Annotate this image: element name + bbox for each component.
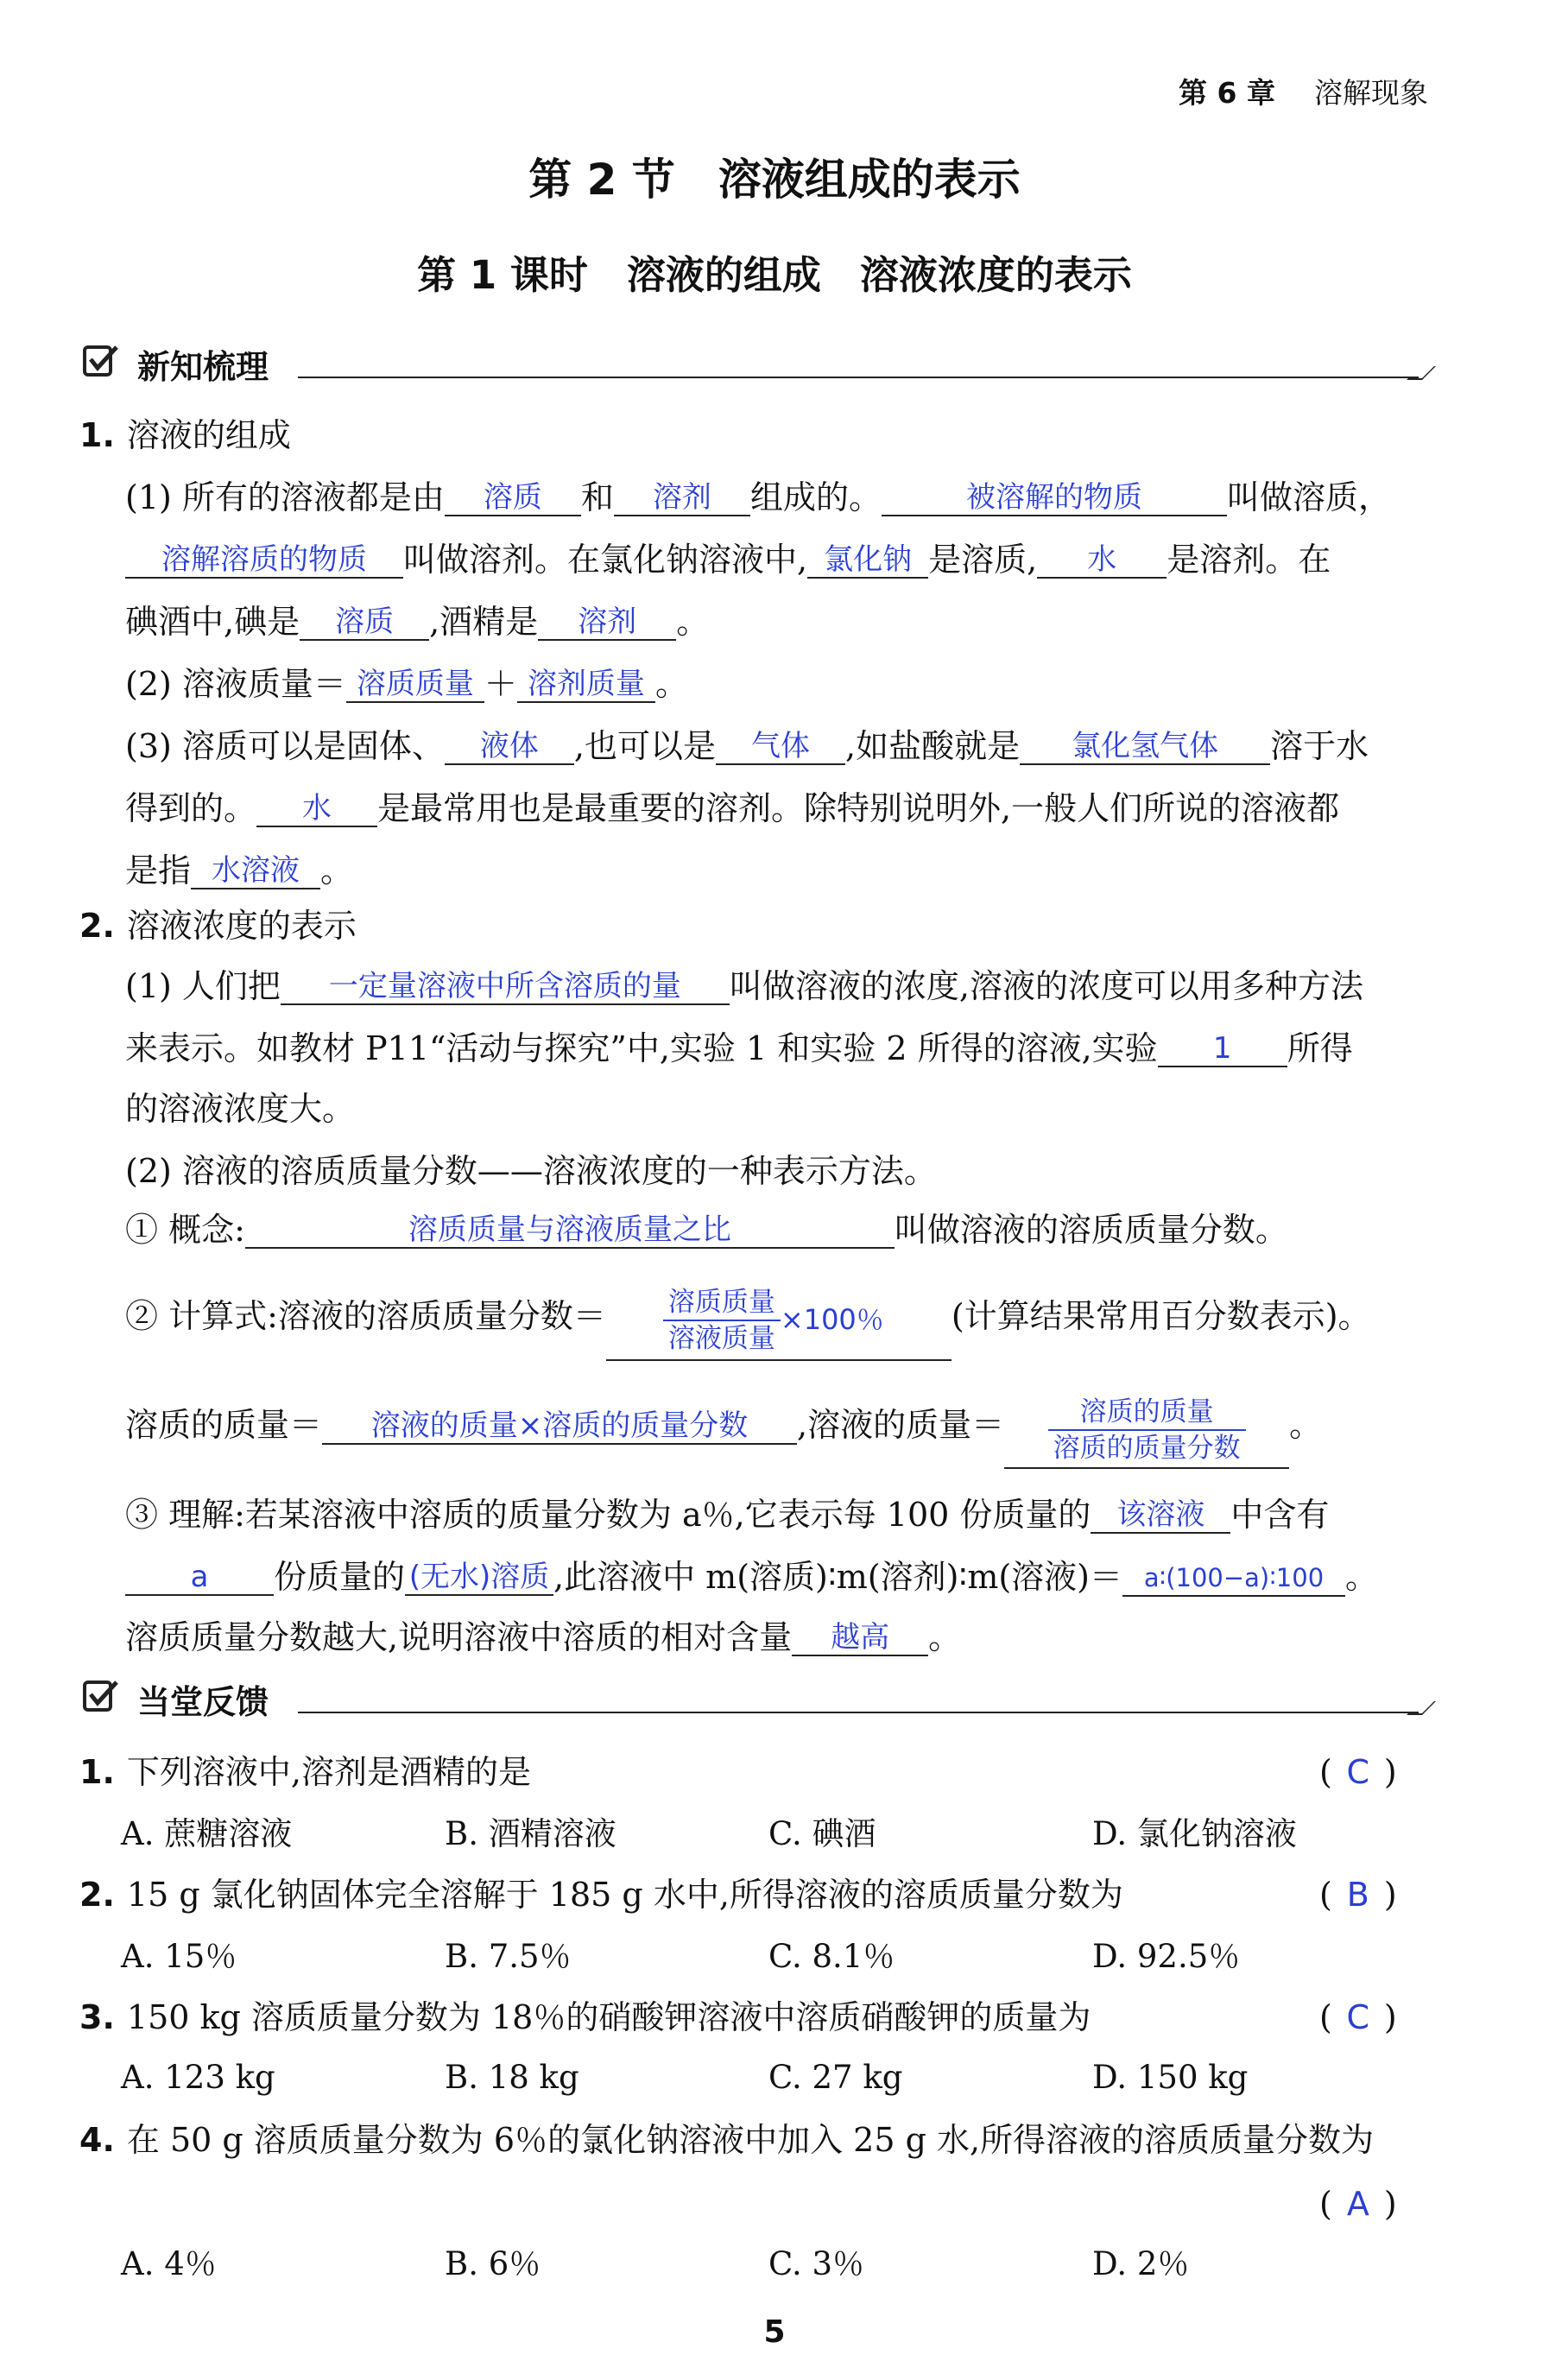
text: (1) 所有的溶液都是由 [125,478,445,516]
answer-blank[interactable]: 溶剂质量 [517,667,655,703]
answer-blank[interactable]: a [125,1560,274,1596]
question-4 [79,2117,1374,2162]
item-number: 2. [79,907,115,945]
fraction-numerator: 溶质的质量 [1079,1396,1214,1427]
text: ③ 理解:若某溶液中溶质的质量分数为 a％,它表示每 100 份质量的 [125,1496,1091,1534]
text: (3) 溶质可以是固体、 [125,727,445,765]
option-b[interactable]: B. 18 kg [445,2059,579,2096]
fraction-denominator: 溶液质量 [663,1320,781,1356]
paren: ( [1319,1876,1332,1914]
paren: ( [1319,2185,1332,2223]
text: 的溶液浓度大。 [125,1090,356,1128]
text: (计算结果常用百分数表示)。 [951,1297,1371,1335]
line-1-4 [125,661,688,706]
question-text: 在 50 g 溶质质量分数为 6％的氯化钠溶液中加入 25 g 水,所得溶液的溶质质量分数为 [126,2121,1375,2159]
text: 叫做溶液的浓度,溶液的浓度可以用多种方法 [729,967,1364,1005]
item-2-heading [79,903,357,948]
text: 来表示。如教材 P11“活动与探究”中,实验 1 和实验 2 所得的溶液,实验 [125,1029,1158,1067]
feedback-banner [82,1675,1429,1724]
answer-letter: C [1346,1998,1370,2036]
text: 是溶质, [928,541,1038,579]
checklist-icon [82,342,120,380]
checklist-icon [82,1677,120,1715]
banner-rule-tail [1407,366,1436,380]
answer-blank[interactable]: (无水)溶质 [405,1560,553,1596]
text: ,如盐酸就是 [845,727,1021,765]
line-1-3 [125,599,709,644]
answer-letter: A [1346,2185,1369,2223]
question-2 [79,1872,1123,1917]
option-d[interactable]: D. 氯化钠溶液 [1092,1815,1297,1852]
text: 溶质的质量＝ [125,1406,323,1444]
answer-blank[interactable]: 气体 [716,729,845,765]
feedback-label: 当堂反馈 [137,1683,269,1721]
text: 。 [654,665,688,703]
question-number: 3. [79,1998,115,2036]
banner-rule [298,377,1419,378]
answer-slot[interactable] [1319,1995,1397,2040]
option-b[interactable]: B. 6％ [445,2245,541,2282]
option-a[interactable]: A. 123 kg [121,2059,275,2096]
text: 溶于水 [1270,727,1369,765]
line-2-3 [125,1086,355,1131]
text: 得到的。 [125,789,257,827]
question-number: 4. [79,2121,115,2159]
text: 是最常用也是最重要的溶剂。除特别说明外,一般人们所说的溶液都 [377,789,1340,827]
option-b[interactable]: B. 酒精溶液 [445,1815,616,1852]
text: 是溶剂。在 [1166,541,1331,579]
text: 叫做溶质， [1226,478,1391,516]
option-c[interactable]: C. 27 kg [768,2059,903,2096]
option-c[interactable]: C. 8.1％ [768,1938,895,1975]
line-2-1 [125,964,1363,1009]
answer-blank[interactable]: 水 [1037,542,1166,579]
answer-blank[interactable]: 溶剂 [538,604,676,641]
line-1-6 [125,786,1339,831]
text: ,也可以是 [573,727,717,765]
section-title: 第 2 节 溶液组成的表示 [528,155,1021,205]
option-c[interactable]: C. 碘酒 [768,1815,876,1852]
question-text: 15 g 氯化钠固体完全溶解于 185 g 水中,所得溶液的溶质质量分数为 [126,1876,1123,1914]
line-1-2 [125,537,1331,582]
item-title: 溶液浓度的表示 [126,907,357,945]
option-b[interactable]: B. 7.5％ [445,1938,572,1975]
answer-letter: B [1346,1876,1369,1914]
answer-slot[interactable] [1319,2181,1397,2226]
answer-blank[interactable]: 一定量溶液中所含溶质的量 [281,969,730,1005]
line-2-7 [125,1385,1322,1469]
text: ＋ [484,665,517,703]
question-3 [79,1995,1091,2040]
text: 叫做溶液的溶质质量分数。 [894,1211,1288,1249]
paren: ) [1383,1998,1397,2036]
line-1-7 [125,848,353,893]
text: 和 [580,478,614,516]
line-2-2 [125,1026,1353,1071]
line-2-9 [125,1554,1378,1599]
text: ① 概念: [125,1211,245,1249]
fraction-denominator: 溶质的质量分数 [1048,1429,1246,1465]
fraction [663,1285,781,1356]
times-hundred-percent: ×100％ [780,1302,884,1336]
answer-blank[interactable]: 水 [256,791,377,827]
text: 。 [928,1618,962,1656]
question-number: 1. [79,1753,115,1791]
item-number: 1. [79,416,115,454]
option-d[interactable]: D. 92.5％ [1092,1938,1241,1975]
lesson-title: 第 1 课时 溶液的组成 溶液浓度的表示 [417,252,1132,298]
answer-blank[interactable]: 水溶液 [191,853,320,889]
option-d[interactable]: D. 2％ [1092,2245,1190,2282]
text: ,溶液的质量＝ [797,1406,1005,1444]
paren: ) [1383,1876,1397,1914]
question-text: 150 kg 溶质质量分数为 18％的硝酸钾溶液中溶质硝酸钾的质量为 [126,1998,1091,2036]
text: 组成的。 [749,478,882,516]
chapter-title: 溶解现象 [1314,76,1428,110]
answer-blank[interactable]: 溶解溶质的物质 [125,542,403,579]
fraction-numerator: 溶质质量 [667,1287,775,1318]
text: 碘酒中,碘是 [125,603,300,641]
text: 份质量的 [274,1558,406,1596]
text: 中含有 [1230,1496,1330,1534]
new-knowledge-label: 新知梳理 [137,348,269,386]
text: (2) 溶液质量＝ [125,665,346,703]
text: ,此溶液中 m(溶质)∶m(溶剂)∶m(溶液)＝ [553,1558,1123,1596]
chapter-number: 第 6 章 [1179,76,1275,110]
paren: ( [1319,1998,1332,2036]
line-2-10 [125,1615,961,1660]
text: 。 [320,851,354,889]
text: 。 [676,603,710,641]
text: ,酒精是 [429,603,539,641]
answer-blank[interactable]: 越高 [792,1620,928,1656]
option-a[interactable]: A. 15％ [121,1938,237,1975]
line-2-4 [125,1149,937,1193]
item-title: 溶液的组成 [126,416,291,454]
line-1-1 [125,475,1391,520]
answer-blank[interactable]: 该溶液 [1091,1497,1230,1534]
new-knowledge-banner [82,340,1429,389]
line-2-8 [125,1492,1329,1537]
question-number: 2. [79,1876,115,1914]
fraction [1048,1395,1246,1465]
text: 。 [1345,1558,1379,1596]
item-1-heading [79,413,291,458]
answer-blank[interactable]: 溶质质量与溶液质量之比 [245,1212,895,1249]
answer-blank[interactable]: 溶液的质量×溶质的质量分数 [322,1408,797,1445]
answer-blank[interactable]: 氯化氢气体 [1020,729,1270,765]
answer-blank[interactable]: 液体 [445,729,574,765]
line-2-5 [125,1207,1288,1252]
answer-letter: C [1346,1753,1370,1791]
text: 叫做溶剂。在氯化钠溶液中, [403,541,808,579]
paren: ) [1383,2185,1397,2223]
answer-slot[interactable] [1319,1872,1397,1917]
formula-blank[interactable] [1004,1388,1289,1469]
answer-blank[interactable]: 氯化钠 [807,542,928,579]
option-a[interactable]: A. 4％ [121,2245,217,2282]
text: 溶质质量分数越大,说明溶液中溶质的相对含量 [125,1618,793,1656]
answer-blank[interactable]: 1 [1158,1031,1287,1067]
banner-rule [298,1712,1419,1713]
text: 是指 [125,851,192,889]
answer-blank[interactable]: 被溶解的物质 [882,480,1227,516]
paren: ( [1319,1753,1332,1791]
banner-rule-tail [1407,1701,1436,1715]
text: ② 计算式:溶液的溶质质量分数＝ [125,1297,606,1335]
formula-blank[interactable] [606,1278,952,1361]
answer-blank[interactable]: 溶质 [300,604,429,641]
page-number: 5 [763,2314,786,2350]
answer-blank[interactable]: 溶质 [445,480,581,516]
text: (1) 人们把 [125,967,281,1005]
option-a[interactable]: A. 蔗糖溶液 [121,1815,293,1852]
answer-blank[interactable]: a∶(100−a)∶100 [1122,1560,1345,1597]
answer-blank[interactable]: 溶剂 [614,480,750,516]
option-c[interactable]: C. 3％ [768,2245,865,2282]
question-1 [79,1750,531,1794]
line-1-5 [125,724,1369,769]
answer-slot[interactable] [1319,1750,1397,1794]
text: 所得 [1287,1029,1353,1067]
answer-blank[interactable]: 溶质质量 [346,667,484,703]
option-d[interactable]: D. 150 kg [1092,2059,1249,2096]
question-text: 下列溶液中,溶剂是酒精的是 [126,1753,531,1791]
line-2-6 [125,1276,1371,1361]
text: 。 [1289,1406,1323,1444]
text: (2) 溶液的溶质质量分数——溶液浓度的一种表示方法。 [125,1152,937,1190]
chapter-header [1179,71,1428,111]
paren: ) [1383,1753,1397,1791]
